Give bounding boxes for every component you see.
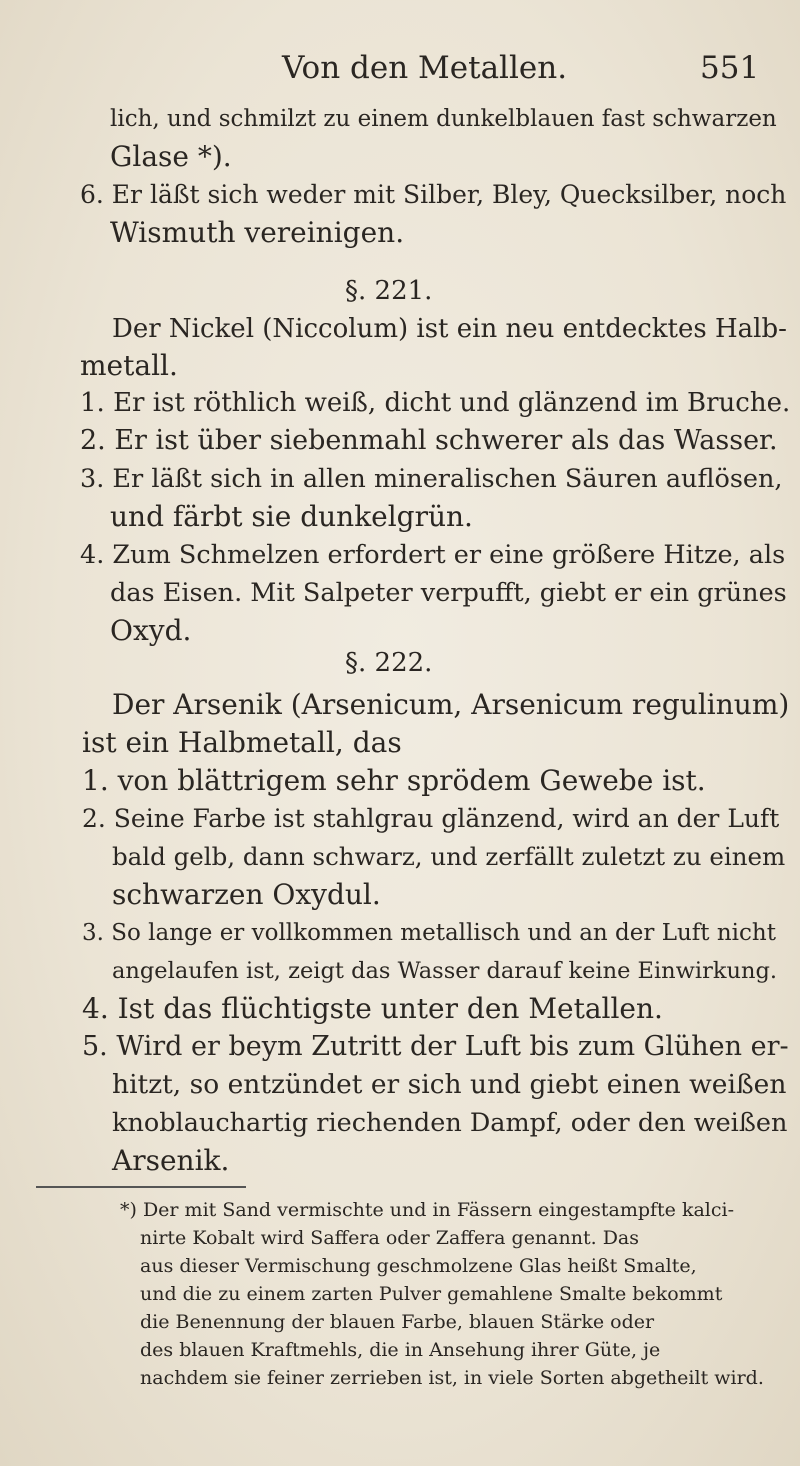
footnote-line: des blauen Kraftmehls, die in Ansehung ihrer Güte, je — [140, 1339, 661, 1361]
list-item-line: 5. Wird er beym Zutritt der Luft bis zum Glühen er- — [82, 1031, 789, 1062]
page-number: 551 — [700, 50, 760, 86]
footnote-line: aus dieser Vermischung geschmolzene Glas heißt Smalte, — [140, 1255, 697, 1277]
text-line: Glase *). — [110, 140, 232, 173]
list-item-line: 3. Er läßt sich in allen mineralischen Säuren auflösen, — [80, 464, 783, 494]
text-line: angelaufen ist, zeigt das Wasser darauf keine Einwirkung. — [112, 958, 778, 984]
footnote-line: *) Der mit Sand vermischte und in Fässern eingestampfte kalci- — [120, 1199, 735, 1221]
text-line: lich, und schmilzt zu einem dunkelblauen fast schwarzen — [110, 106, 777, 132]
list-item-line: 1. Er ist röthlich weiß, dicht und glänzend im Bruche. — [80, 388, 791, 418]
text-line: Arsenik. — [112, 1144, 230, 1177]
list-item-line: 6. Er läßt sich weder mit Silber, Bley, Quecksilber, noch — [80, 180, 787, 209]
list-item-line: 1. von blättrigem sehr sprödem Gewebe ist. — [82, 764, 706, 797]
footnote-divider — [36, 1186, 246, 1188]
list-item-line: 2. Er ist über siebenmahl schwerer als das Wasser. — [80, 425, 778, 456]
footnote-line: und die zu einem zarten Pulver gemahlene Smalte bekommt — [140, 1283, 723, 1305]
section-heading: §. 221. — [345, 276, 433, 306]
text-line: metall. — [80, 349, 178, 382]
text-line: und färbt sie dunkelgrün. — [110, 500, 473, 533]
text-line: Wismuth vereinigen. — [110, 216, 405, 249]
text-line: hitzt, so entzündet er sich und giebt einen weißen — [112, 1069, 787, 1100]
list-item-line: 2. Seine Farbe ist stahlgrau glänzend, wird an der Luft — [82, 804, 780, 833]
text-line: schwarzen Oxydul. — [112, 878, 381, 911]
text-line: das Eisen. Mit Salpeter verpufft, giebt er ein grünes — [110, 578, 787, 608]
text-line: knoblauchartig riechenden Dampf, oder den weißen — [112, 1108, 788, 1138]
text-line: Oxyd. — [110, 614, 192, 647]
list-item-line: 4. Ist das flüchtigste unter den Metallen. — [82, 992, 663, 1025]
text-line: ist ein Halbmetall, das — [82, 726, 402, 759]
list-item-line: 4. Zum Schmelzen erfordert er eine größere Hitze, als — [80, 540, 786, 570]
footnote-line: nachdem sie feiner zerrieben ist, in viele Sorten abgetheilt wird. — [140, 1367, 764, 1389]
running-head: Von den Metallen. — [282, 50, 568, 86]
text-line: Der Nickel (Niccolum) ist ein neu entdecktes Halb- — [112, 314, 787, 344]
footnote-line: nirte Kobalt wird Saffera oder Zaffera genannt. Das — [140, 1227, 640, 1249]
section-heading: §. 222. — [345, 648, 433, 678]
list-item-line: 3. So lange er vollkommen metallisch und an der Luft nicht — [82, 920, 776, 946]
text-line: bald gelb, dann schwarz, und zerfällt zuletzt zu einem — [112, 842, 786, 871]
text-line: Der Arsenik (Arsenicum, Arsenicum regulinum) — [112, 688, 790, 721]
footnote-line: die Benennung der blauen Farbe, blauen Stärke oder — [140, 1311, 655, 1333]
